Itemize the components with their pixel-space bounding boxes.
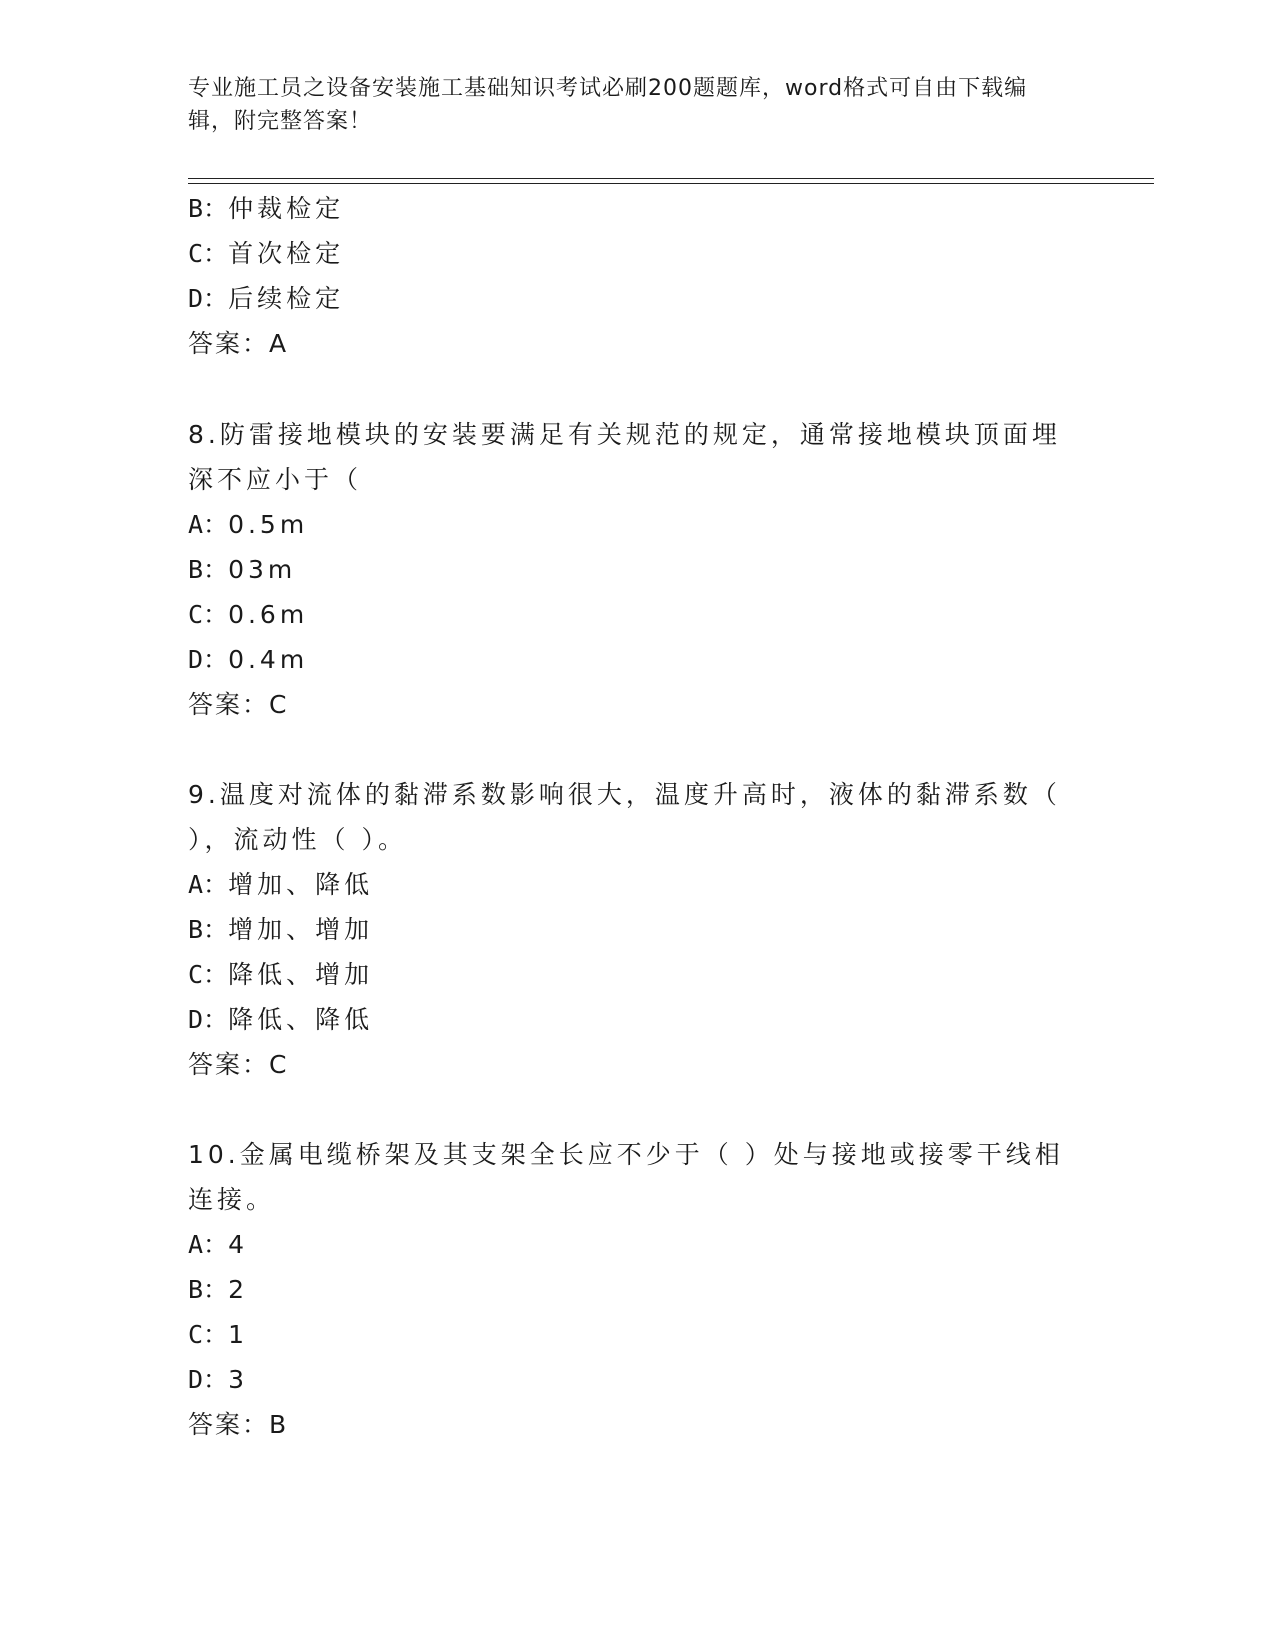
- option-text: 后续检定: [228, 284, 345, 313]
- option-text: 2: [228, 1275, 248, 1304]
- option-text: 0.4m: [228, 645, 309, 674]
- option-letter: D：: [188, 1365, 229, 1394]
- option-letter: B：: [188, 915, 229, 944]
- option-letter: D：: [188, 1005, 229, 1034]
- option-c: [188, 599, 308, 631]
- option-b: [188, 914, 373, 946]
- answer-label: 答案：: [188, 1410, 270, 1439]
- option-text: 增加、增加: [228, 915, 374, 944]
- question-stem-cont: ），流动性（ ）。: [188, 825, 407, 854]
- answer-value: C: [269, 1050, 287, 1079]
- option-d: [188, 644, 308, 676]
- option-b: [188, 554, 296, 586]
- option-text: 首次检定: [228, 239, 345, 268]
- option-text: 03m: [228, 555, 297, 584]
- question-stem: 8.防雷接地模块的安装要满足有关规范的规定，通常接地模块顶面埋: [188, 420, 1061, 449]
- option-letter: C：: [188, 600, 229, 629]
- document-header: 专业施工员之设备安装施工基础知识考试必刷200题题库，word格式可自由下载编辑，附完整答案！: [188, 76, 1028, 134]
- option-text: 0.5m: [228, 510, 309, 539]
- option-c: [188, 1319, 248, 1351]
- option-a: [188, 509, 308, 541]
- answer-value: A: [269, 329, 287, 358]
- option-letter: D：: [188, 284, 229, 313]
- answer-value: C: [269, 690, 287, 719]
- option-a: [188, 869, 373, 901]
- option-d: [188, 1364, 248, 1396]
- option-letter: B：: [188, 555, 229, 584]
- option-b: [188, 1274, 248, 1306]
- question-stem: 9.温度对流体的黏滞系数影响很大，温度升高时，液体的黏滞系数（: [188, 780, 1061, 809]
- answer-label: 答案：: [188, 1050, 270, 1079]
- option-letter: A：: [188, 1230, 229, 1259]
- option-text: 4: [228, 1230, 248, 1259]
- header-rule-top: [188, 178, 1154, 179]
- option-letter: B：: [188, 194, 229, 223]
- option-b: [188, 193, 344, 225]
- option-letter: A：: [188, 870, 229, 899]
- question-stem-cont: 深不应小于（: [188, 465, 363, 494]
- question-stem-cont: 连接。: [188, 1185, 276, 1214]
- option-text: 3: [228, 1365, 248, 1394]
- option-d: [188, 1004, 373, 1036]
- option-letter: A：: [188, 510, 229, 539]
- option-letter: C：: [188, 960, 229, 989]
- answer-line: [188, 1049, 286, 1081]
- option-text: 降低、降低: [228, 1005, 374, 1034]
- option-letter: D：: [188, 645, 229, 674]
- option-text: 增加、降低: [228, 870, 374, 899]
- option-letter: B：: [188, 1275, 229, 1304]
- question-stem: 10.金属电缆桥架及其支架全长应不少于（ ）处与接地或接零干线相: [188, 1140, 1064, 1169]
- option-letter: C：: [188, 1320, 229, 1349]
- option-c: [188, 959, 373, 991]
- answer-label: 答案：: [188, 329, 270, 358]
- option-text: 降低、增加: [228, 960, 374, 989]
- answer-line: [188, 328, 286, 360]
- option-d: [188, 283, 344, 315]
- option-text: 仲裁检定: [228, 194, 345, 223]
- answer-line: [188, 1409, 286, 1441]
- option-a: [188, 1229, 248, 1261]
- option-text: 0.6m: [228, 600, 309, 629]
- option-letter: C：: [188, 239, 229, 268]
- answer-label: 答案：: [188, 690, 270, 719]
- header-rule-bottom: [188, 183, 1154, 184]
- option-text: 1: [228, 1320, 248, 1349]
- answer-line: [188, 689, 286, 721]
- answer-value: B: [269, 1410, 287, 1439]
- option-c: [188, 238, 344, 270]
